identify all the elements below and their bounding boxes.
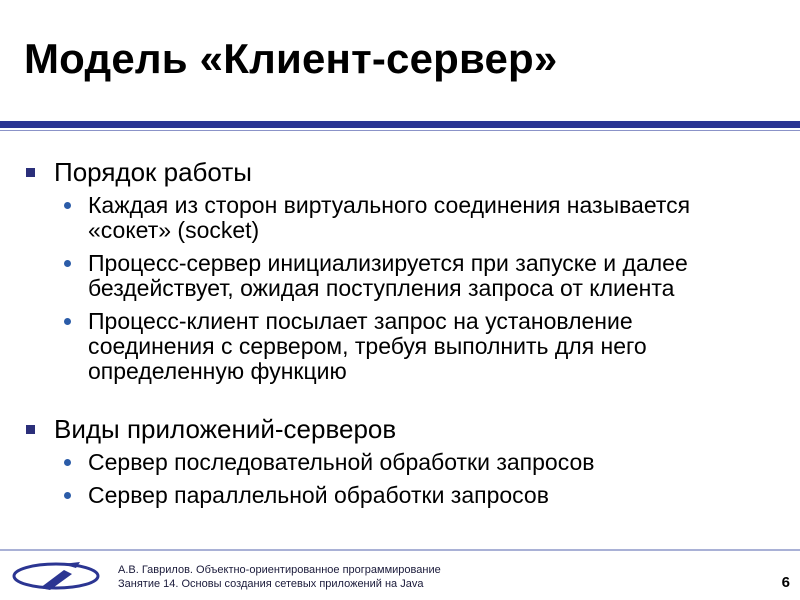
round-bullet-icon (64, 202, 71, 209)
round-bullet-icon (64, 492, 71, 499)
section-heading (0, 157, 800, 187)
title-underline (0, 121, 800, 128)
footer-author-course: А.В. Гаврилов. Объектно-ориентированное программирование (118, 564, 441, 576)
section-heading-text: Порядок работы (54, 157, 252, 187)
page-number: 6 (781, 574, 790, 591)
slide-title: Модель «Клиент-сервер» (24, 35, 558, 82)
list-item (0, 251, 800, 301)
slide-content (0, 157, 800, 516)
square-bullet-icon (26, 168, 35, 177)
list-item (0, 450, 800, 475)
title-underline-thin (0, 130, 800, 131)
section-heading (0, 414, 800, 444)
list-item (0, 193, 800, 243)
footer-caption (118, 563, 441, 591)
list-item (0, 309, 800, 384)
list-item-text: Сервер параллельной обработки запросов (88, 482, 549, 508)
orbit-logo-icon (10, 556, 102, 596)
round-bullet-icon (64, 260, 71, 267)
section-heading-text: Виды приложений-серверов (54, 414, 397, 444)
round-bullet-icon (64, 459, 71, 466)
list-item-text: Сервер последовательной обработки запросов (88, 449, 595, 475)
list-item-text: Каждая из сторон виртуального соединения называется «сокет» (socket) (88, 192, 691, 243)
section-gap (0, 392, 800, 414)
square-bullet-icon (26, 425, 35, 434)
list-item-text: Процесс-сервер инициализируется при запуске и далее бездействует, ожидая поступления запроса от клиента (88, 250, 688, 301)
list-item-text: Процесс-клиент посылает запрос на установление соединения с сервером, требуя выполнить для него определенную функцию (88, 308, 647, 384)
footer-divider (0, 549, 800, 551)
round-bullet-icon (64, 318, 71, 325)
list-item (0, 483, 800, 508)
footer-lesson: Занятие 14. Основы создания сетевых приложений на Java (118, 578, 424, 590)
